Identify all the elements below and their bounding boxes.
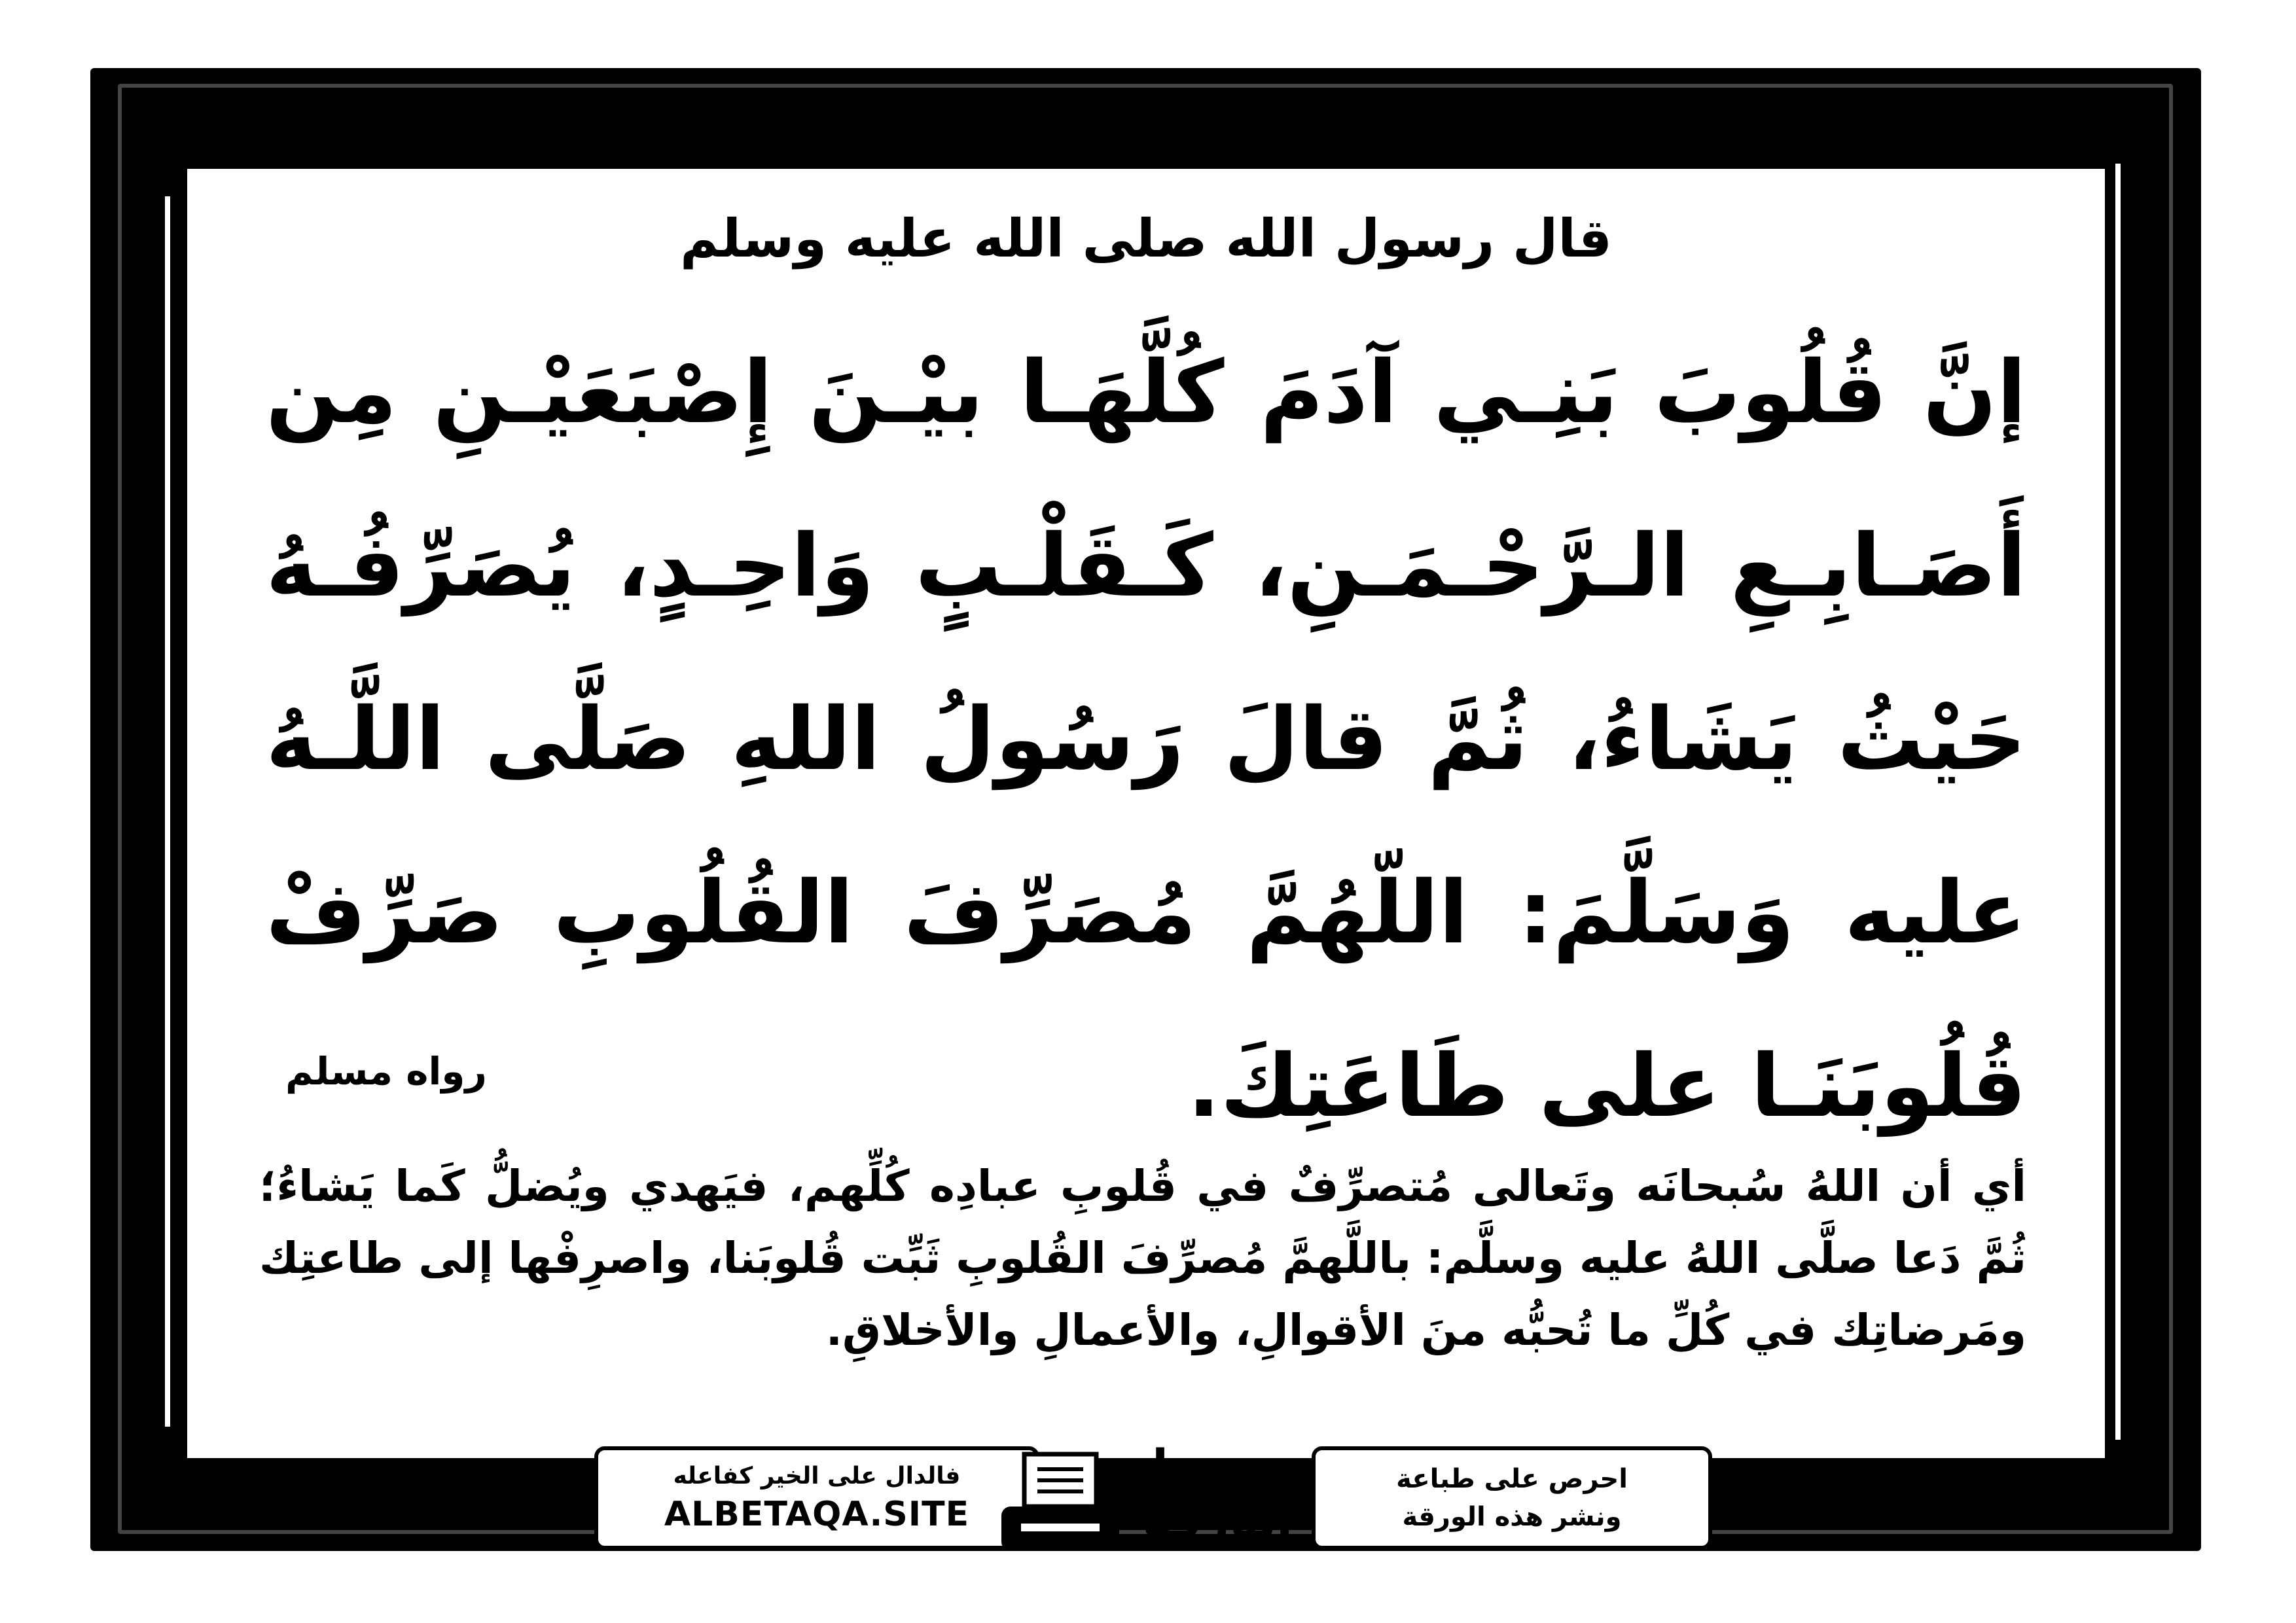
- website-box: [594, 1446, 1039, 1550]
- website-link[interactable]: ALBETAQA.SITE: [664, 1494, 970, 1534]
- logo-line1: دعوتنا: [1152, 1439, 1293, 1494]
- frame-highlight-left: [165, 196, 170, 1427]
- page-title: قال رسول الله صلى الله عليه وسلم: [680, 208, 1612, 269]
- frame-highlight-right: [2115, 164, 2121, 1440]
- print-notice-line2: ونشر هذه الورقة: [1402, 1502, 1622, 1532]
- narrator-label: رواه مسلم: [285, 1049, 487, 1094]
- explanation-text: أي أن اللهُ سُبحانَه وتَعالى مُتصرِّفٌ في قُلوبِ عبادِه كُلِّهم، فيَهدي ويُضلُّ كَما يَشاءُ؛ ثُمَّ دَعا صلَّى اللهُ عليه وسلَّم: باللَّهمَّ مُصرِّفَ القُلوبِ ثَبِّت قُلوبَنا، واصرِفْها إلى طاعتِك ومَرضاتِك في كُلِّ ما تُحبُّه منَ الأقوالِ، والأعمالِ والأخلاقِ.: [259, 1161, 2026, 1355]
- print-notice-line1: احرص على طباعة: [1396, 1464, 1628, 1494]
- card-content: [187, 169, 2105, 1458]
- hadith-text: إنَّ قُلُوبَ بَنِـي آدَمَ كُلَّهَـا بيْـنَ إِصْبَعَيْـنِ مِن أَصَـابِـعِ الـرَّحْـمَـنِ، كَـقَلْـبٍ وَاحِـدٍ، يُصَرِّفُـهُ حَيْثُ يَشَاءُ، ثُمَّ قالَ رَسُولُ اللهِ صَلَّى اللَّـهُ عليه وَسَلَّمَ: اللّهُمَّ مُصَرِّفَ القُلُوبِ صَرِّفْ قُلُوبَنَـا على طَاعَتِكَ.: [266, 342, 2026, 1137]
- logo-line2: الورقة: [1142, 1493, 1293, 1548]
- printer-icon: [995, 1446, 1126, 1558]
- motto-text: فالدال على الخير كفاعله: [673, 1462, 961, 1489]
- dawatuna-logo: [1142, 1439, 1293, 1548]
- print-notice-box: [1312, 1446, 1712, 1550]
